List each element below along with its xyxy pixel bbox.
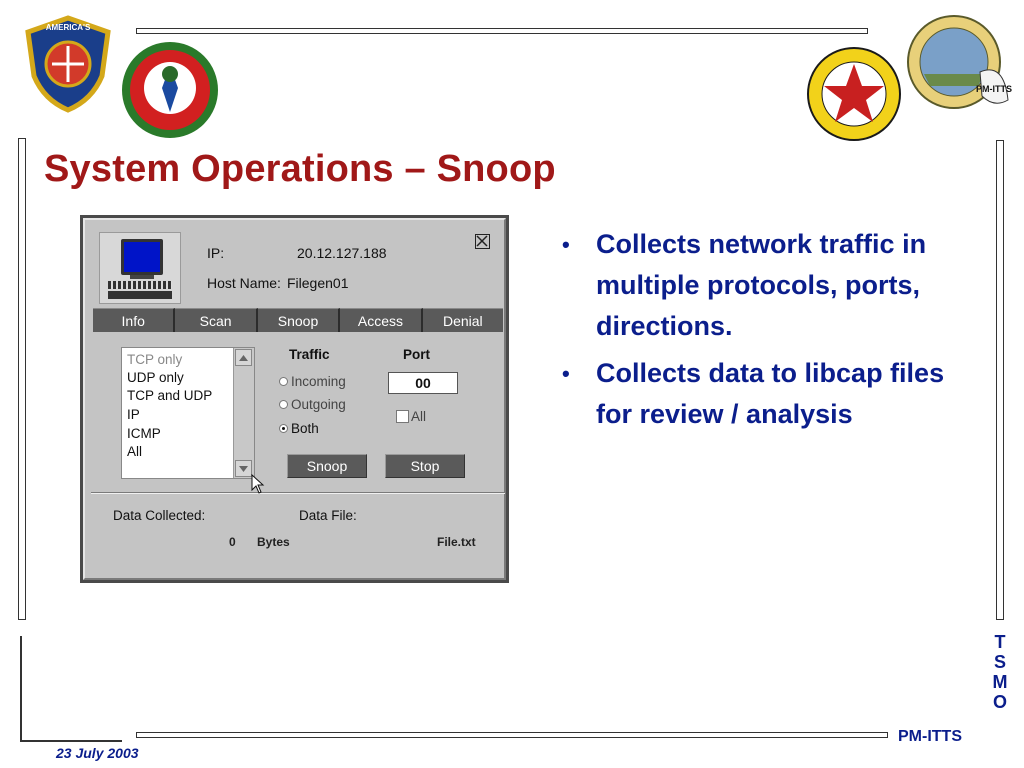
host-computer-icon [99, 232, 181, 304]
mouse-pointer-icon [251, 474, 265, 494]
radio-both-icon [279, 424, 288, 433]
tab-snoop[interactable]: Snoop [258, 308, 340, 332]
frame-top-bar [136, 28, 868, 34]
list-item-tcp-and-udp[interactable]: TCP and UDP [127, 388, 213, 403]
ip-label: IP: [207, 245, 225, 261]
scroll-down-button[interactable] [235, 460, 252, 477]
simulation-logo [118, 40, 222, 140]
data-file-label: Data File: [299, 508, 357, 523]
port-all-checkbox[interactable] [396, 409, 426, 424]
list-item-ip[interactable]: IP [127, 407, 140, 422]
checkbox-icon [396, 410, 409, 423]
bullet-text-2: Collects data to libcap files for review / analysis [596, 358, 945, 429]
keyboard-icon [108, 281, 172, 289]
radio-both-label: Both [291, 421, 319, 436]
list-item-udp-only[interactable]: UDP only [127, 370, 184, 385]
port-label: Port [403, 347, 430, 362]
threat-systems-logo [804, 44, 904, 144]
stop-button[interactable]: Stop [385, 454, 465, 478]
protocol-listbox[interactable] [121, 347, 255, 479]
scroll-down-icon [239, 466, 248, 472]
traffic-radio-both[interactable] [279, 421, 319, 436]
monitor-icon [121, 239, 163, 275]
bytes-unit: Bytes [257, 535, 290, 549]
tab-bar [93, 308, 503, 332]
frame-right-bar [996, 140, 1004, 620]
arsenal-logo [22, 14, 114, 114]
list-item-all[interactable]: All [127, 444, 143, 459]
pm-itts-logo [904, 12, 1014, 116]
bullet-dot: • [562, 361, 570, 386]
radio-outgoing-icon [279, 400, 288, 409]
bullet-item [556, 353, 986, 435]
data-collected-label: Data Collected: [113, 508, 206, 523]
port-all-label: All [411, 409, 427, 424]
tab-access[interactable]: Access [340, 308, 422, 332]
traffic-label: Traffic [289, 347, 330, 362]
hostname-label: Host Name: [207, 275, 281, 291]
tab-denial[interactable]: Denial [423, 308, 503, 332]
bytes-value: 0 [229, 535, 236, 549]
section-divider [91, 492, 505, 494]
snoop-button[interactable]: Snoop [287, 454, 367, 478]
traffic-radio-outgoing[interactable] [279, 397, 346, 412]
svg-text:AMERICA'S: AMERICA'S [45, 23, 91, 32]
traffic-radio-incoming[interactable] [279, 374, 346, 389]
bullet-item [556, 224, 986, 347]
hostname-value: Filegen01 [287, 275, 349, 291]
tab-scan[interactable]: Scan [175, 308, 257, 332]
scroll-up-button[interactable] [235, 349, 252, 366]
scroll-up-icon [239, 355, 248, 361]
side-letter-m: M [992, 672, 1008, 692]
side-letter-s: S [993, 652, 1006, 672]
svg-text:PM-ITTS: PM-ITTS [976, 84, 1012, 94]
snoop-dialog [80, 215, 509, 583]
side-letter-t: T [994, 632, 1006, 652]
close-icon [476, 235, 488, 247]
footer-date: 23 July 2003 [56, 745, 139, 761]
bullet-dot: • [562, 232, 570, 257]
side-letter-o: O [992, 692, 1007, 712]
radio-incoming-label: Incoming [291, 374, 346, 389]
radio-incoming-icon [279, 377, 288, 386]
radio-outgoing-label: Outgoing [291, 397, 346, 412]
snoop-dialog-body [83, 218, 506, 580]
port-input[interactable]: 00 [388, 372, 458, 394]
frame-bottom-left-corner [20, 636, 122, 742]
list-item-tcp-only[interactable]: TCP only [127, 352, 183, 367]
protocol-scrollbar[interactable] [233, 348, 254, 478]
file-value: File.txt [437, 535, 476, 549]
frame-left-bar [18, 138, 26, 620]
slide-title: System Operations – Snoop [44, 148, 556, 190]
tab-info[interactable]: Info [93, 308, 175, 332]
nameplate-icon [108, 291, 172, 299]
bullet-text-1: Collects network traffic in multiple protocols, ports, directions. [596, 229, 927, 341]
bullet-list [556, 224, 986, 441]
list-item-icmp[interactable]: ICMP [127, 426, 161, 441]
ip-value: 20.12.127.188 [297, 245, 387, 261]
close-button[interactable] [475, 234, 490, 249]
monitor-stand-icon [130, 275, 154, 279]
frame-bottom-bar [136, 732, 888, 738]
side-acronym [988, 632, 1012, 712]
footer-org: PM-ITTS [898, 728, 962, 745]
